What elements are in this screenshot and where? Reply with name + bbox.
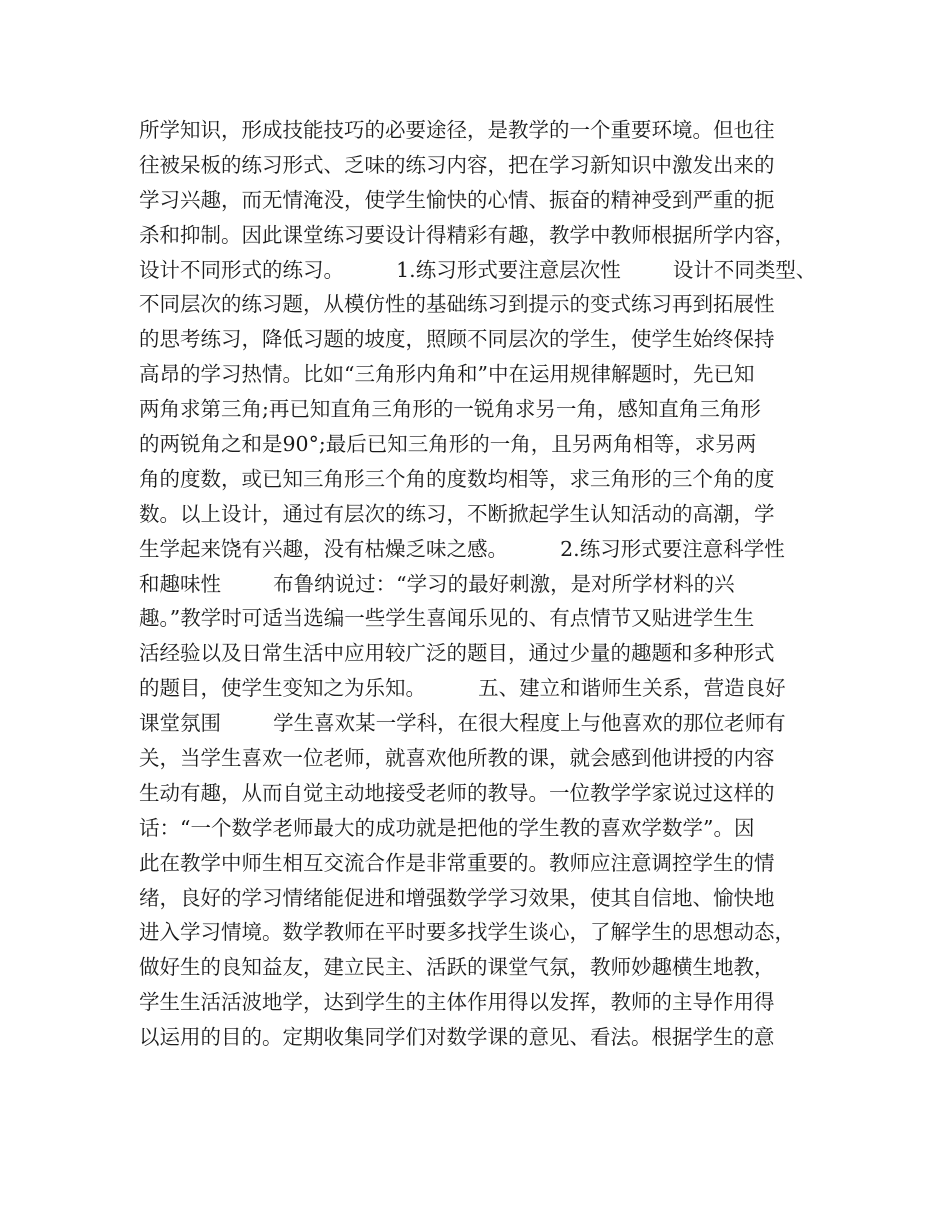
text-line: 杀和抑制。因此课堂练习要设计得精彩有趣，教学中教师根据所学内容， — [139, 222, 795, 247]
text-line: 课堂氛围 学生喜欢某一学科，在很大程度上与他喜欢的那位老师有 — [139, 711, 786, 736]
text-line: 两角求第三角;再已知直角三角形的一锐角求另一角，感知直角三角形 — [139, 397, 761, 422]
text-line: 关，当学生喜欢一位老师，就喜欢他所教的课，就会感到他讲授的内容 — [139, 746, 775, 771]
text-line: 生学起来饶有兴趣，没有枯燥乏味之感。 2.练习形式要注意科学性 — [139, 536, 785, 561]
text-line: 进入学习情境。数学教师在平时要多找学生谈心，了解学生的思想动态， — [139, 920, 795, 945]
body-text — [139, 113, 839, 1055]
text-line: 此在教学中师生相互交流合作是非常重要的。教师应注意调控学生的情 — [139, 850, 775, 875]
text-line: 活经验以及日常生活中应用较广泛的题目，通过少量的趣题和多种形式 — [139, 641, 775, 666]
text-line: 学生生活活波地学，达到学生的主体作用得以发挥，教师的主导作用得 — [139, 990, 775, 1015]
text-line: 和趣味性 布鲁纳说过：“学习的最好刺激，是对所学材料的兴 — [139, 571, 735, 596]
text-line: 设计不同形式的练习。 1.练习形式要注意层次性 设计不同类型、 — [139, 257, 817, 282]
text-line: 数。以上设计，通过有层次的练习，不断掀起学生认知活动的高潮，学 — [139, 501, 775, 526]
text-line: 所学知识，形成技能技巧的必要途径，是教学的一个重要环境。但也往 — [139, 118, 775, 142]
text-line: 生动有趣，从而自觉主动地接受老师的教导。一位教学学家说过这样的 — [139, 780, 775, 805]
text-line: 话：“一个数学老师最大的成功就是把他的学生教的喜欢学数学”。因 — [139, 815, 755, 840]
text-line: 以运用的目的。定期收集同学们对数学课的意见、看法。根据学生的意 — [139, 1025, 775, 1050]
text-line: 的两锐角之和是90°;最后已知三角形的一角，且另两角相等，求另两 — [139, 432, 757, 457]
text-line: 的题目，使学生变知之为乐知。 五、建立和谐师生关系，营造良好 — [139, 676, 786, 701]
text-line: 角的度数，或已知三角形三个角的度数均相等，求三角形的三个角的度 — [139, 466, 775, 491]
text-line: 不同层次的练习题，从模仿性的基础练习到提示的变式练习再到拓展性 — [139, 292, 775, 317]
text-line: 趣。”教学时可适当选编一些学生喜闻乐见的、有点情节又贴进学生生 — [139, 606, 755, 631]
text-line: 学习兴趣，而无情淹没，使学生愉快的心情、振奋的精神受到严重的扼 — [139, 187, 775, 212]
text-line: 往被呆板的练习形式、乏味的练习内容，把在学习新知识中激发出来的 — [139, 152, 775, 177]
text-line: 绪，良好的学习情绪能促进和增强数学学习效果，使其自信地、愉快地 — [139, 885, 775, 910]
text-line: 做好生的良知益友，建立民主、活跃的课堂气氛，教师妙趣横生地教， — [139, 955, 775, 980]
text-line: 的思考练习，降低习题的坡度，照顾不同层次的学生，使学生始终保持 — [139, 327, 775, 352]
text-line: 高昂的学习热情。比如“三角形内角和”中在运用规律解题时，先已知 — [139, 362, 755, 387]
